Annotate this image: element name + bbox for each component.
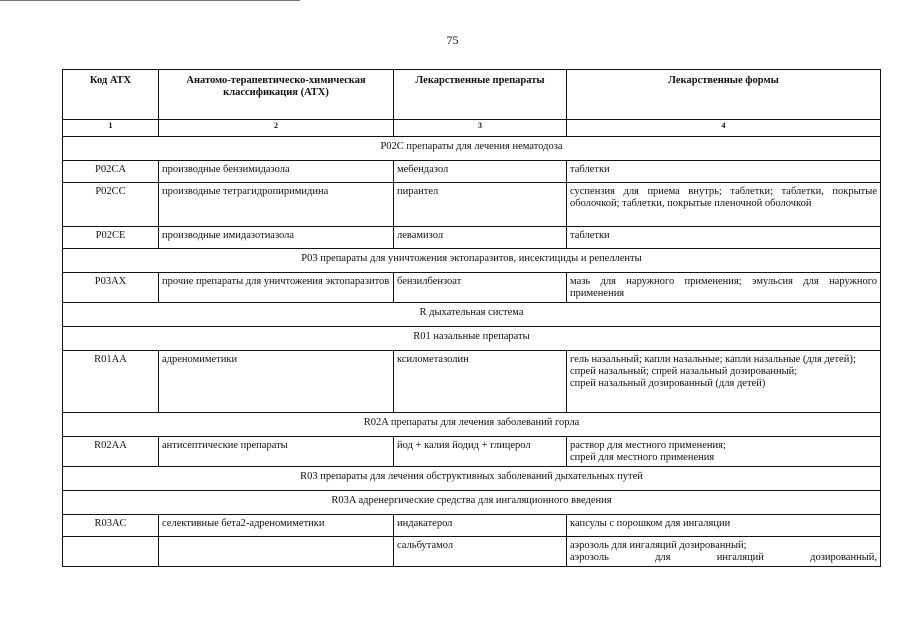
dosage-forms-line: раствор для местного применения;: [570, 440, 726, 451]
section-title: R03 препараты для лечения обструктивных заболеваний дыхательных путей: [63, 467, 881, 491]
atx-classification: производные тетрагидропиримидина: [159, 183, 394, 227]
drug-name: ксилометазолин: [394, 351, 567, 413]
column-number: 1: [63, 120, 159, 137]
atx-classification: антисептические препараты: [159, 437, 394, 467]
atx-classification: [159, 537, 394, 567]
table-row: [63, 537, 881, 567]
section-title: R02A препараты для лечения заболеваний горла: [63, 413, 881, 437]
column-number-row: [63, 120, 881, 137]
section-row: [63, 249, 881, 273]
section-title: R01 назальные препараты: [63, 327, 881, 351]
atx-code: P02CA: [63, 161, 159, 183]
dosage-forms: мазь для наружного применения; эмульсия для наружного применения: [567, 273, 881, 303]
atx-classification: производные бензимидазола: [159, 161, 394, 183]
column-number: 2: [159, 120, 394, 137]
atx-code: R01AA: [63, 351, 159, 413]
atx-code: R03AC: [63, 515, 159, 537]
table-row: [63, 183, 881, 227]
top-rule-line: [0, 0, 300, 1]
dosage-forms-line: спрей назальный дозированный (для детей): [570, 378, 766, 389]
dosage-forms: [567, 351, 881, 413]
section-row: [63, 467, 881, 491]
atx-code: P02CE: [63, 227, 159, 249]
atx-classification: производные имидазотиазола: [159, 227, 394, 249]
atx-table: [62, 69, 881, 567]
section-row: [63, 137, 881, 161]
atx-code: [63, 537, 159, 567]
dosage-forms: [567, 437, 881, 467]
atx-classification: прочие препараты для уничтожения эктопаразитов: [159, 273, 394, 303]
column-number: 4: [567, 120, 881, 137]
section-row: [63, 327, 881, 351]
section-row: [63, 413, 881, 437]
section-title: R03A адренергические средства для ингаляционного введения: [63, 491, 881, 515]
drug-name: сальбутамол: [394, 537, 567, 567]
table-row: [63, 515, 881, 537]
drug-name: левамизол: [394, 227, 567, 249]
table-row: [63, 351, 881, 413]
drug-name: бензилбензоат: [394, 273, 567, 303]
dosage-forms-line: гель назальный; капли назальные; капли назальные (для детей); спрей назальный; спрей назальный дозированный;: [570, 354, 856, 377]
table-row: [63, 273, 881, 303]
atx-code: R02AA: [63, 437, 159, 467]
section-row: [63, 303, 881, 327]
section-title: R дыхательная система: [63, 303, 881, 327]
drug-name: пирантел: [394, 183, 567, 227]
dosage-forms-line: аэрозоль для ингаляций дозированный,: [570, 552, 877, 563]
header-code: Код АТХ: [63, 70, 159, 120]
atx-classification: адреномиметики: [159, 351, 394, 413]
header-row: [63, 70, 881, 120]
dosage-forms: суспензия для приема внутрь; таблетки; таблетки, покрытые оболочкой; таблетки, покрытые пленочной оболочкой: [567, 183, 881, 227]
section-row: [63, 491, 881, 515]
atx-code: P02CC: [63, 183, 159, 227]
table-row: [63, 227, 881, 249]
dosage-forms: таблетки: [567, 161, 881, 183]
column-number: 3: [394, 120, 567, 137]
table-row: [63, 161, 881, 183]
header-classification: Анатомо-терапевтическо-химическая классификация (АТХ): [159, 70, 394, 120]
page-number: 75: [446, 33, 459, 47]
header-forms: Лекарственные формы: [567, 70, 881, 120]
table-row: [63, 437, 881, 467]
section-title: P02C препараты для лечения нематодоза: [63, 137, 881, 161]
atx-classification: селективные бета2-адреномиметики: [159, 515, 394, 537]
dosage-forms-line: аэрозоль для ингаляций дозированный;: [570, 540, 747, 551]
dosage-forms: [567, 537, 881, 567]
section-title: P03 препараты для уничтожения эктопаразитов, инсектициды и репелленты: [63, 249, 881, 273]
dosage-forms-line: спрей для местного применения: [570, 452, 715, 463]
drug-name: мебендазол: [394, 161, 567, 183]
header-drugs: Лекарственные препараты: [394, 70, 567, 120]
drug-name: индакатерол: [394, 515, 567, 537]
drug-name: йод + калия йодид + глицерол: [394, 437, 567, 467]
atx-code: P03AX: [63, 273, 159, 303]
dosage-forms: таблетки: [567, 227, 881, 249]
dosage-forms: капсулы с порошком для ингаляции: [567, 515, 881, 537]
